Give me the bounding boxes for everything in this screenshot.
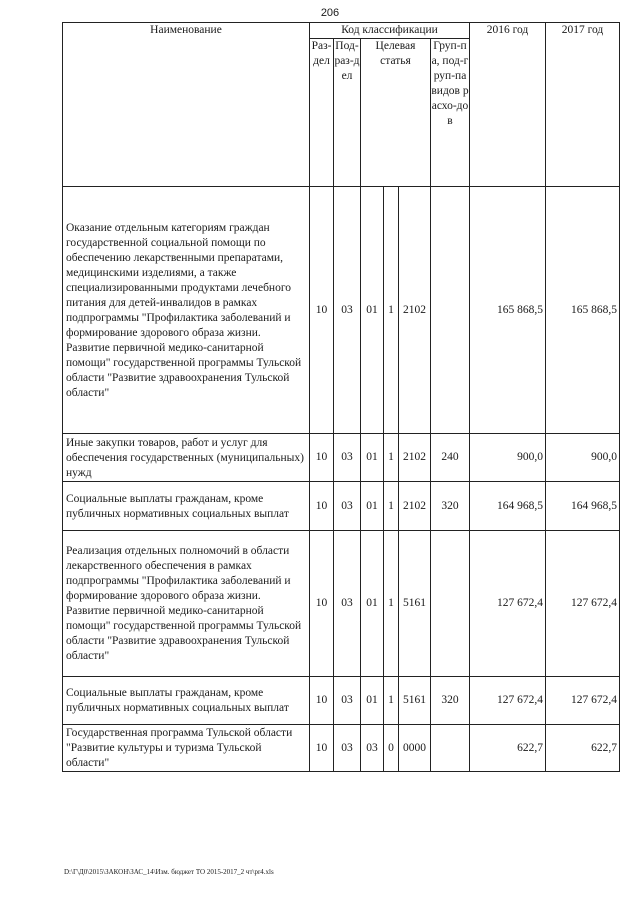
row-amount-2016: 164 968,5 [470, 482, 546, 531]
table-row [63, 531, 620, 677]
header-year-2016: 2016 год [470, 23, 546, 187]
header-row-1 [63, 23, 620, 39]
row-target-program: 01 [361, 531, 384, 677]
row-target-direction: 5161 [399, 531, 431, 677]
table-row [63, 482, 620, 531]
row-section: 10 [310, 725, 334, 772]
header-section: Раз-дел [310, 39, 334, 187]
row-section: 10 [310, 434, 334, 482]
row-expense-group [431, 187, 470, 434]
row-target-direction: 2102 [399, 482, 431, 531]
header-expense-group: Груп-па, под-груп-па видов расхо-дов [431, 39, 470, 187]
row-target-subprogram: 1 [384, 677, 399, 725]
row-section: 10 [310, 482, 334, 531]
row-name: Оказание отдельным категориям граждан государственной социальной помощи по обеспечению лекарственными препаратами, медицинскими изделиями, а также специализированными продуктами лечебного питания для детей-инвалидов в рамках подпрограммы "Профилактика заболеваний и формирование здорового образа жизни. Развитие первичной медико-санитарной помощи" государственной программы Тульской области "Развитие здравоохранения Тульской области" [63, 187, 310, 434]
row-amount-2017: 622,7 [546, 725, 620, 772]
row-section: 10 [310, 531, 334, 677]
row-amount-2016: 622,7 [470, 725, 546, 772]
table-row [63, 677, 620, 725]
row-target-program: 03 [361, 725, 384, 772]
table-row [63, 187, 620, 434]
row-subsection: 03 [334, 531, 361, 677]
footer-file-path: D:\Г\Д0\2015\ЗАКОН\ЗАС_14\Изм. бюджет ТО 2015-2017_2 чт\pr4.xls [64, 868, 274, 876]
row-target-subprogram: 1 [384, 531, 399, 677]
row-expense-group [431, 531, 470, 677]
row-section: 10 [310, 187, 334, 434]
header-name: Наименование [63, 23, 310, 187]
row-name: Социальные выплаты гражданам, кроме публичных нормативных социальных выплат [63, 677, 310, 725]
row-expense-group: 320 [431, 482, 470, 531]
header-target-article: Целевая статья [361, 39, 431, 187]
row-target-subprogram: 1 [384, 187, 399, 434]
header-subsection: Под-раз-дел [334, 39, 361, 187]
row-subsection: 03 [334, 725, 361, 772]
row-section: 10 [310, 677, 334, 725]
row-amount-2016: 900,0 [470, 434, 546, 482]
row-target-subprogram: 1 [384, 434, 399, 482]
row-name: Реализация отдельных полномочий в области лекарственного обеспечения в рамках подпрограммы "Профилактика заболеваний и формирование здорового образа жизни. Развитие первичной медико-санитарной помощи" государственной программы Тульской области "Развитие здравоохранения Тульской области" [63, 531, 310, 677]
page-number: 206 [320, 7, 340, 19]
row-target-program: 01 [361, 187, 384, 434]
row-subsection: 03 [334, 187, 361, 434]
row-subsection: 03 [334, 482, 361, 531]
row-amount-2017: 127 672,4 [546, 677, 620, 725]
row-expense-group: 320 [431, 677, 470, 725]
table-row [63, 434, 620, 482]
row-amount-2016: 127 672,4 [470, 677, 546, 725]
row-amount-2017: 164 968,5 [546, 482, 620, 531]
row-expense-group: 240 [431, 434, 470, 482]
row-name: Социальные выплаты гражданам, кроме публичных нормативных социальных выплат [63, 482, 310, 531]
header-code-group: Код классификации [310, 23, 470, 39]
row-subsection: 03 [334, 677, 361, 725]
budget-table [62, 22, 620, 772]
row-name: Иные закупки товаров, работ и услуг для обеспечения государственных (муниципальных) нужд [63, 434, 310, 482]
header-year-2017: 2017 год [546, 23, 620, 187]
row-target-direction: 2102 [399, 434, 431, 482]
row-amount-2017: 900,0 [546, 434, 620, 482]
row-target-subprogram: 0 [384, 725, 399, 772]
row-expense-group [431, 725, 470, 772]
row-amount-2016: 127 672,4 [470, 531, 546, 677]
row-target-subprogram: 1 [384, 482, 399, 531]
row-target-direction: 5161 [399, 677, 431, 725]
row-amount-2017: 127 672,4 [546, 531, 620, 677]
row-subsection: 03 [334, 434, 361, 482]
row-name: Государственная программа Тульской области "Развитие культуры и туризма Тульской области" [63, 725, 310, 772]
row-target-program: 01 [361, 482, 384, 531]
row-target-program: 01 [361, 434, 384, 482]
row-amount-2016: 165 868,5 [470, 187, 546, 434]
row-amount-2017: 165 868,5 [546, 187, 620, 434]
row-target-direction: 2102 [399, 187, 431, 434]
row-target-program: 01 [361, 677, 384, 725]
table-row [63, 725, 620, 772]
row-target-direction: 0000 [399, 725, 431, 772]
